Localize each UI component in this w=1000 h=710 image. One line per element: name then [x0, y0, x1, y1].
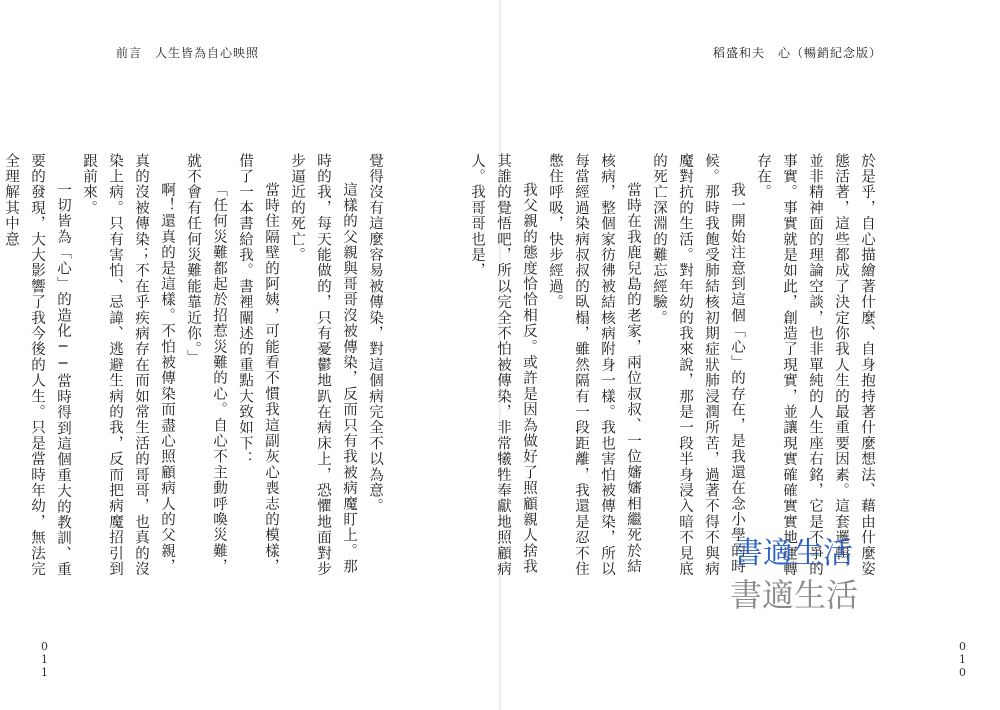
right-page-body: [469, 153, 880, 583]
page-number-right: 010: [956, 640, 969, 679]
paragraph: 啊！還真的是這樣。不怕被傳染而盡心照顧病人的父親，真的沒被傳染；不在乎疾病存在而如常生活的哥哥，也真的沒染上病。只有害怕、忌諱、逃避生病的我，反而把病魔招引到跟前來。: [81, 153, 175, 577]
paragraph: 這樣的父親與哥哥沒被傳染，反而只有我被病魔盯上。那時的我，每天能做的，只有憂鬱地趴在病床上，恐懼地面對步步逼近的死亡。: [289, 153, 357, 577]
paragraph: 我父親的態度恰恰相反。或許是因為做好了照顧親人捨我其誰的覺悟吧，所以完全不怕被傳染，非常犧牲奉獻地照顧病人。我哥哥也是，: [469, 153, 537, 577]
left-page-body: [3, 153, 388, 583]
running-header-left: 前言 人生皆為自心映照: [116, 46, 260, 60]
paragraph: 我一開始注意到這個「心」的存在，是我還在念小學的時候。那時我飽受肺結核初期症狀肺浸潤所苦，過著不得不與病魔對抗的生活。對年幼的我來說，那是一段半身浸入暗不見底的死亡深淵的難忘經驗。: [651, 153, 745, 577]
watermark-blue: 書適生活: [733, 536, 853, 571]
paragraph: 一切皆為「心」的造化──當時得到這個重大的教訓、重要的發現，大大影響了我今後的人生。只是當時年幼，無法完全理解其中意: [3, 153, 71, 578]
watermark-gray: 書適生活: [730, 576, 859, 614]
paragraph: 「任何災難都起於招惹災難的心。自心不主動呼喚災難，就不會有任何災難能靠近你。」: [185, 153, 227, 575]
paragraph: 覺得沒有這麼容易被傳染，對這個病完全不以為意。: [367, 153, 383, 515]
paragraph: 當時住隔壁的阿姨，可能看不慣我這副灰心喪志的模樣，借了一本書給我。書裡闡述的重點大致如下：: [237, 153, 279, 575]
paragraph: 當時在我鹿兒島的老家，兩位叔叔、一位嬸嬸相繼死於結核病，整個家彷彿被結核病附身一樣。我也害怕被傳染，所以每當經過染病叔叔的臥榻，雖然隔有一段距離，我還是忍不住憋住呼吸，快步經過。: [547, 153, 641, 577]
paragraph: 於是乎，自心描繪著什麼、自身抱持著什麼想法、藉由什麼姿態活著，這些都成了決定你我人生的最重要因素。這套邏輯，並非精神面的理論空談，也非單純的人生座右銘，它是不爭的事實。事實就是如此，創造了現實，並讓現實確確實實地運轉存在。: [755, 153, 875, 577]
page-number-left: 011: [38, 640, 51, 679]
running-header-right: 稻盛和夫 心（暢銷紀念版）: [712, 46, 882, 60]
